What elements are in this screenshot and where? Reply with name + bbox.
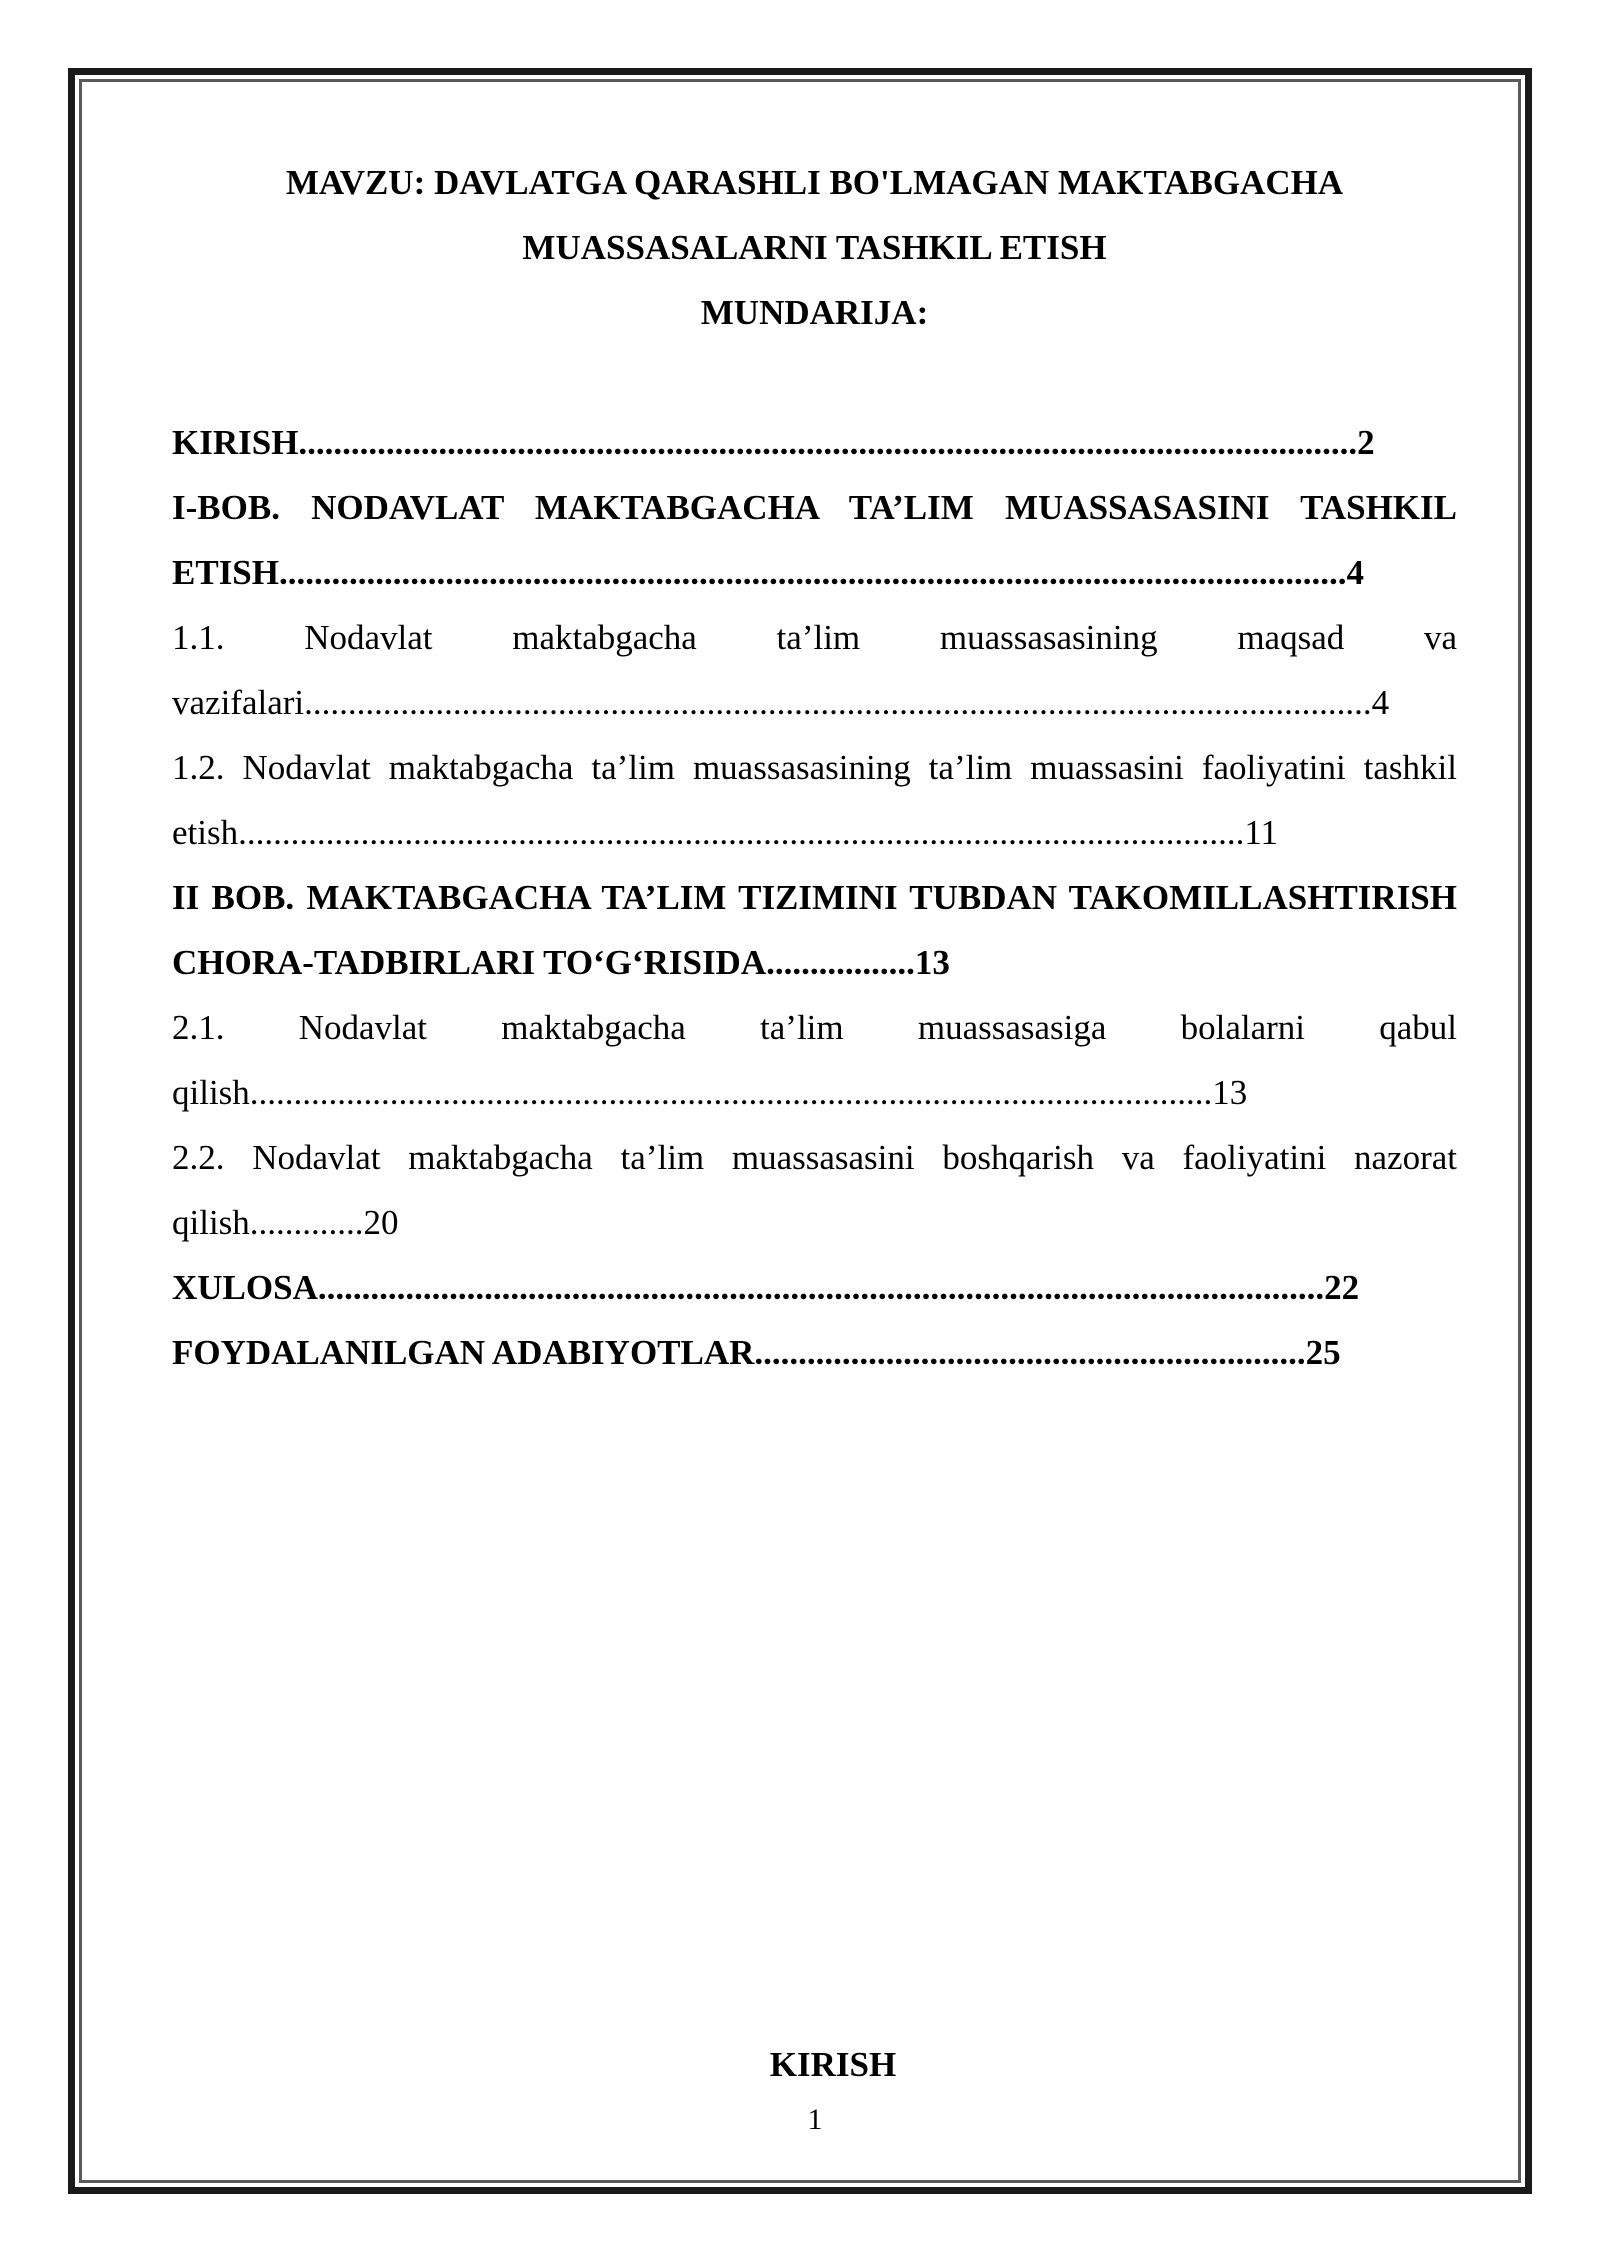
document-title-line-1: MAVZU: DAVLATGA QARASHLI BO'LMAGAN MAKTABGACHA — [285, 163, 1344, 202]
toc-entry-chapter-2: II BOB. MAKTABGACHA TA’LIM TIZIMINI TUBDAN TAKOMILLASHTIRISH CHORA-TADBIRLARI TO‘G‘RISIDA.................13 — [172, 878, 1457, 982]
table-of-contents — [172, 410, 1457, 1385]
toc-entry-foydalanilgan-adabiyotlar: FOYDALANILGAN ADABIYOTLAR...............................................................25 — [172, 1333, 1341, 1372]
toc-entry-section-2-1: 2.1. Nodavlat maktabgacha ta’lim muassasasiga bolalarni qabul qilish..............................................................................................................13 — [172, 1008, 1457, 1112]
toc-entry-section-1-1: 1.1. Nodavlat maktabgacha ta’lim muassasasining maqsad va vazifalari..........................................................................................................................4 — [172, 618, 1457, 722]
next-section-heading: KIRISH — [769, 2045, 897, 2084]
toc-entry-xulosa: XULOSA...................................................................................................................22 — [172, 1268, 1360, 1307]
page-number: 1 — [807, 2103, 823, 2136]
toc-entry-kirish: KIRISH.........................................................................................................................2 — [172, 423, 1375, 462]
toc-entry-chapter-1: I-BOB. NODAVLAT MAKTABGACHA TA’LIM MUASSASASINI TASHKIL ETISH..........................................................................................................................4 — [172, 488, 1457, 592]
document-title-line-2: MUASSASALARNI TASHKIL ETISH — [522, 228, 1107, 267]
document-content — [172, 150, 1457, 1385]
toc-heading: MUNDARIJA: — [700, 293, 929, 332]
toc-entry-section-2-2: 2.2. Nodavlat maktabgacha ta’lim muassasasini boshqarish va faoliyatini nazorat qilish.............20 — [172, 1138, 1457, 1242]
toc-entry-section-1-2: 1.2. Nodavlat maktabgacha ta’lim muassasasining ta’lim muassasini faoliyatini tashkil etish...................................................................................................................11 — [172, 748, 1457, 852]
